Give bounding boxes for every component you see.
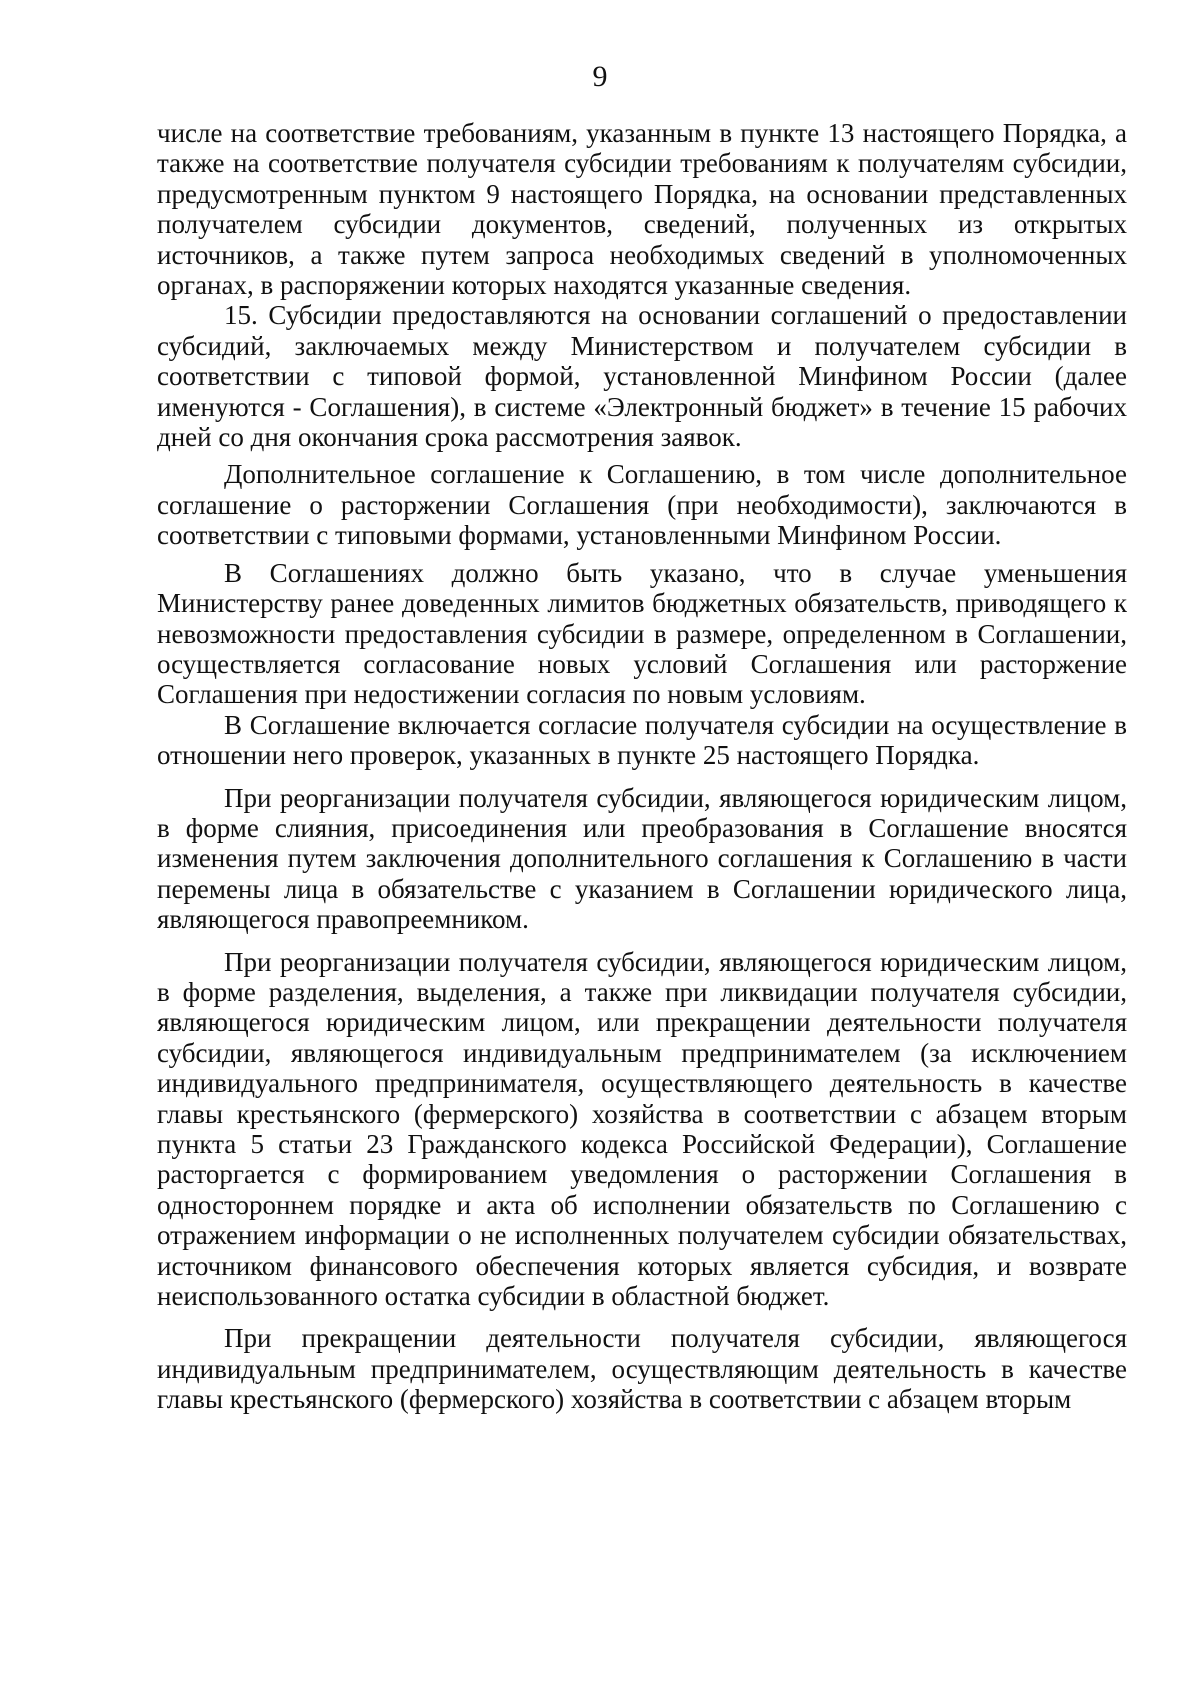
paragraph-item-15: 15. Субсидии предоставляются на основании соглашений о предоставлении субсидий, заключаемых между Министерством и получателем субсидии в соответствии с типовой формой, установленной Минфином России (далее именуются - Соглашения), в системе «Электронный бюджет» в течение 15 рабочих дней со дня окончания срока рассмотрения заявок. (157, 300, 1127, 453)
paragraph-continuation: числе на соответствие требованиям, указанным в пункте 13 настоящего Порядка, а также на соответствие получателя субсидии требованиям к получателям субсидии, предусмотренным пунктом 9 настоящего Порядка, на основании представленных получателем субсидии документов, сведений, полученных из открытых источников, а также путем запроса необходимых сведений в уполномоченных органах, в распоряжении которых находятся указанные сведения. (157, 118, 1127, 301)
paragraph-reorganization-merger: При реорганизации получателя субсидии, являющегося юридическим лицом, в форме слияния, присоединения или преобразования в Соглашение вносятся изменения путем заключения дополнительного соглашения к Соглашению в части перемены лица в обязательстве с указанием в Соглашении юридического лица, являющегося правопреемником. (157, 782, 1127, 935)
paragraph-limits-reduction: В Соглашениях должно быть указано, что в случае уменьшения Министерству ранее доведенных лимитов бюджетных обязательств, приводящего к невозможности предоставления субсидии в размере, определенном в Соглашении, осуществляется согласование новых условий Соглашения или расторжение Соглашения при недостижении согласия по новым условиям. (157, 557, 1127, 710)
paragraph-additional-agreement: Дополнительное соглашение к Соглашению, в том числе дополнительное соглашение о расторжении Соглашения (при необходимости), заключаются в соответствии с типовыми формами, установленными Минфином России. (157, 459, 1127, 551)
paragraph-termination-farm: При прекращении деятельности получателя субсидии, являющегося индивидуальным предпринимателем, осуществляющим деятельность в качестве главы крестьянского (фермерского) хозяйства в соответствии с абзацем вторым (157, 1323, 1127, 1415)
paragraph-reorganization-division: При реорганизации получателя субсидии, являющегося юридическим лицом, в форме разделения, выделения, а также при ликвидации получателя субсидии, являющегося юридическим лицом, или прекращении деятельности получателя субсидии, являющегося индивидуальным предпринимателем (за исключением индивидуального предпринимателя, осуществляющего деятельность в качестве главы крестьянского (фермерского) хозяйства в соответствии с абзацем вторым пункта 5 статьи 23 Гражданского кодекса Российской Федерации), Соглашение расторгается с формированием уведомления о расторжении Соглашения в одностороннем порядке и акта об исполнении обязательств по Соглашению с отражением информации о не исполненных получателем субсидии обязательствах, источником финансового обеспечения которых является субсидия, и возврате неиспользованного остатка субсидии в областной бюджет. (157, 946, 1127, 1312)
document-body (157, 118, 1127, 1415)
paragraph-inspection-consent: В Соглашение включается согласие получателя субсидии на осуществление в отношении него проверок, указанных в пункте 25 настоящего Порядка. (157, 709, 1127, 771)
page-number: 9 (592, 60, 608, 93)
